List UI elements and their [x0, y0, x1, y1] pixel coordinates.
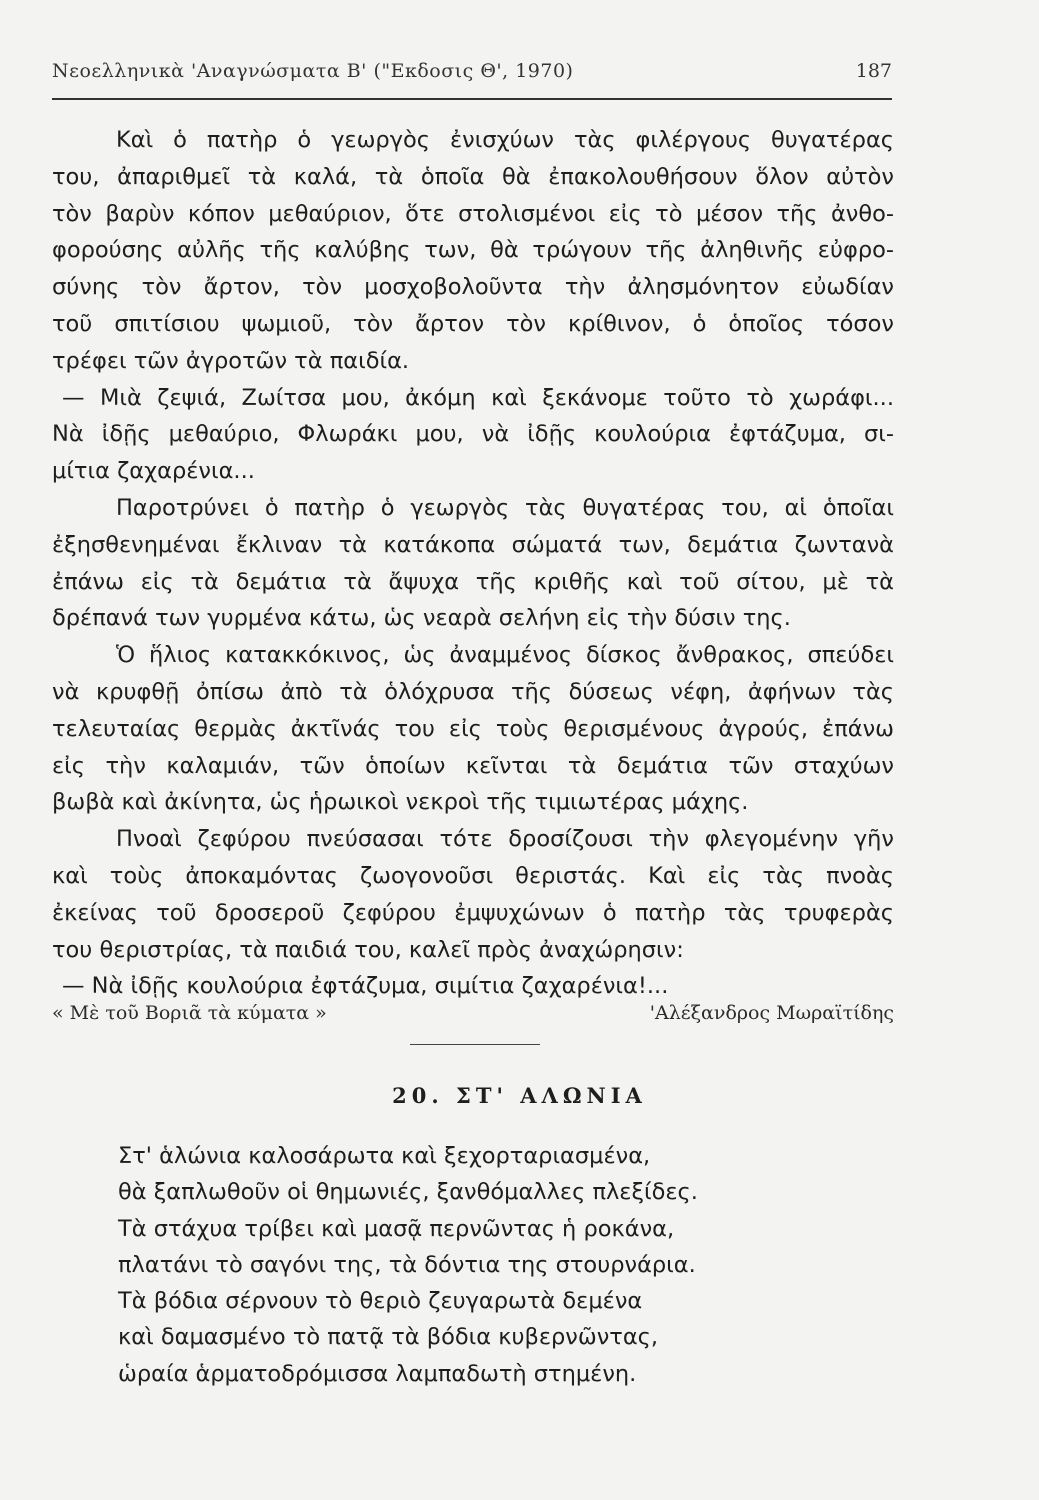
dialogue-line: Νὰ ἰδῇς μεθαύριο, Φλωράκι μου, νὰ ἰδῇς κουλούρια ἐφτάζυμα, σι-: [52, 421, 894, 448]
dialogue-line: μίτια ζαχαρένια...: [52, 458, 255, 485]
text-line: δρέπανά των γυρμένα κάτω, ὡς νεαρὰ σελήνη εἰς τὴν δύσιν της.: [52, 605, 791, 632]
text-line: καὶ τοὺς ἀποκαμόντας ζωογονοῦσι θεριστάς. Καὶ εἰς τὰς πνοὰς: [52, 862, 894, 889]
text-line: τοῦ σπιτίσιου ψωμιοῦ, τὸν ἄρτον τὸν κρίθινον, ὁ ὁποῖος τόσον: [52, 310, 894, 337]
citation-author: 'Αλέξανδρος Μωραϊτίδης: [649, 1002, 894, 1024]
poem-body: [118, 1138, 898, 1392]
text-line: ἐξησθενημέναι ἔκλιναν τὰ κατάκοπα σώματά των, δεμάτια ζωντανὰ: [52, 531, 894, 558]
poem-line: ὡραία ἁρματοδρόμισσα λαμπαδωτὴ στημένη.: [118, 1360, 637, 1387]
text-line: τελευταίας θερμὰς ἀκτῖνάς του εἰς τοὺς θερισμένους ἀγρούς, ἐπάνω: [52, 715, 894, 742]
poem-line: Τὰ στάχυα τρίβει καὶ μασᾷ περνῶντας ἡ ροκάνα,: [118, 1215, 675, 1242]
text-line: ἐπάνω εἰς τὰ δεμάτια τὰ ἄψυχα τῆς κριθῆς καὶ τοῦ σίτου, μὲ τὰ: [52, 568, 894, 595]
page-header: [52, 58, 892, 100]
poem-line: πλατάνι τὸ σαγόνι της, τὰ δόντια της στουρνάρια.: [118, 1251, 696, 1278]
text-line: τρέφει τῶν ἀγροτῶν τὰ παιδία.: [52, 347, 410, 374]
poem-title: 20. ΣΤ' ΑΛΩΝΙΑ: [392, 1083, 647, 1108]
text-line: Ὁ ἥλιος κατακκόκινος, ὡς ἀναμμένος δίσκος ἄνθρακος, σπεύδει: [116, 642, 894, 669]
poem-line: καὶ δαμασμένο τὸ πατᾷ τὰ βόδια κυβερνῶντας,: [118, 1324, 659, 1351]
text-line: του θεριστρίας, τὰ παιδιά του, καλεῖ πρὸς ἀναχώρησιν:: [52, 936, 684, 963]
source-citation: [52, 1002, 894, 1032]
dialogue-line: — Νὰ ἰδῇς κουλούρια ἐφτάζυμα, σιμίτια ζαχαρένια!...: [62, 973, 669, 1000]
text-line: Πνοαὶ ζεφύρου πνεύσασαι τότε δροσίζουσι τὴν φλεγομένην γῆν: [116, 826, 894, 853]
text-line: φορούσης αὐλῆς τῆς καλύβης των, θὰ τρώγουν τῆς ἀληθινῆς εὐφρο-: [52, 237, 894, 264]
poem-line: Στ' ἁλώνια καλοσάρωτα καὶ ξεχορταριασμένα,: [118, 1143, 651, 1169]
text-line: νὰ κρυφθῇ ὀπίσω ἀπὸ τὰ ὁλόχρυσα τῆς δύσεως νέφη, ἀφήνων τὰς: [52, 678, 894, 705]
text-line: σύνης τὸν ἄρτον, τὸν μοσχοβολοῦντα τὴν ἀλησμόνητον εὐωδίαν: [52, 274, 894, 301]
poem-line: Τὰ βόδια σέρνουν τὸ θεριὸ ζευγαρωτὰ δεμένα: [118, 1288, 643, 1315]
text-line: του, ἀπαριθμεῖ τὰ καλά, τὰ ὁποῖα θὰ ἐπακολουθήσουν ὅλον αὐτὸν: [52, 163, 894, 190]
text-line: εἰς τὴν καλαμιάν, τῶν ὁποίων κεῖνται τὰ δεμάτια τῶν σταχύων: [52, 752, 894, 779]
section-divider: [410, 1044, 540, 1045]
prose-body: [52, 122, 894, 1005]
citation-work-title: « Μὲ τοῦ Βοριᾶ τὰ κύματα »: [52, 1002, 327, 1024]
text-line: ἐκείνας τοῦ δροσεροῦ ζεφύρου ἐμψυχώνων ὁ πατὴρ τὰς τρυφερὰς: [52, 899, 894, 926]
dialogue-line: — Μιὰ ζεψιά, Ζωίτσα μου, ἀκόμη καὶ ξεκάνομε τοῦτο τὸ χωράφι...: [62, 384, 894, 411]
running-title: Νεοελληνικὰ 'Αναγνώσματα Β' ("Εκδοσις Θ', 1970): [52, 60, 574, 82]
text-line: Παροτρύνει ὁ πατὴρ ὁ γεωργὸς τὰς θυγατέρας του, αἱ ὁποῖαι: [116, 494, 894, 521]
text-line: Καὶ ὁ πατὴρ ὁ γεωργὸς ἐνισχύων τὰς φιλέργους θυγατέρας: [116, 127, 894, 153]
text-line: βωβὰ καὶ ἀκίνητα, ὡς ἡρωικοὶ νεκροὶ τῆς τιμιωτέρας μάχης.: [52, 789, 749, 816]
poem-line: θὰ ξαπλωθοῦν οἱ θημωνιές, ξανθόμαλλες πλεξίδες.: [118, 1179, 698, 1206]
page-number: 187: [855, 60, 892, 82]
text-line: τὸν βαρὺν κόπον μεθαύριον, ὅτε στολισμένοι εἰς τὸ μέσον τῆς ἀνθο-: [52, 200, 894, 227]
